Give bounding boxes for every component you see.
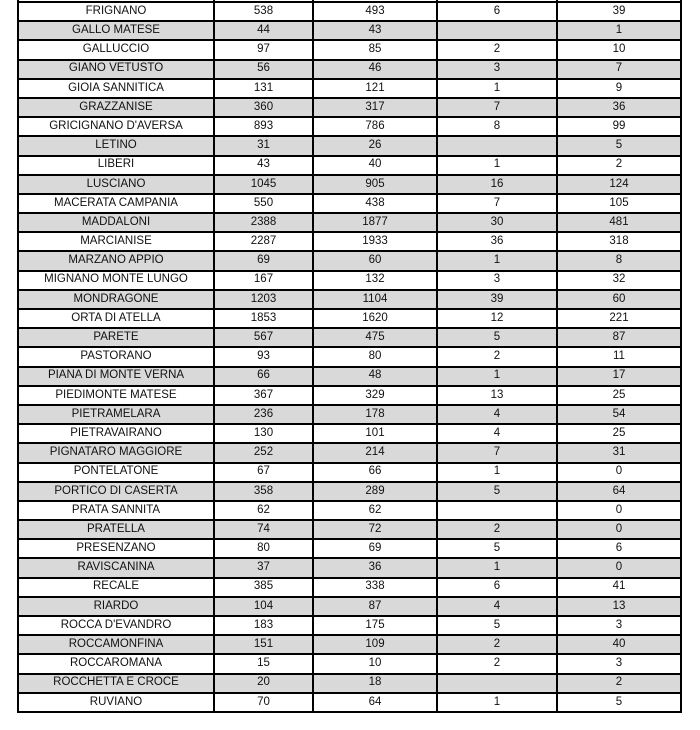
value-cell: 786 — [313, 117, 437, 136]
table-row — [18, 578, 681, 597]
municipality-cell: GRAZZANISE — [18, 98, 214, 117]
table-row — [18, 386, 681, 405]
municipality-cell: LETINO — [18, 136, 214, 155]
municipality-cell: GIANO VETUSTO — [18, 60, 214, 79]
table-row — [18, 271, 681, 290]
table-row — [18, 654, 681, 673]
value-cell: 9 — [557, 79, 681, 98]
value-cell: 132 — [313, 271, 437, 290]
municipality-cell: PRATA SANNITA — [18, 501, 214, 520]
value-cell: 151 — [214, 635, 313, 654]
value-cell: 0 — [557, 558, 681, 577]
municipality-cell: PASTORANO — [18, 347, 214, 366]
value-cell: 2 — [437, 520, 557, 539]
value-cell: 493 — [313, 2, 437, 21]
value-cell: 183 — [214, 616, 313, 635]
value-cell: 87 — [557, 328, 681, 347]
table-row — [18, 635, 681, 654]
value-cell: 1933 — [313, 232, 437, 251]
value-cell: 1 — [437, 558, 557, 577]
value-cell: 30 — [437, 213, 557, 232]
municipality-cell: GRICIGNANO D'AVERSA — [18, 117, 214, 136]
municipality-cell: MACERATA CAMPANIA — [18, 194, 214, 213]
municipality-cell: RIARDO — [18, 597, 214, 616]
value-cell: 252 — [214, 443, 313, 462]
municipality-cell: MARCIANISE — [18, 232, 214, 251]
value-cell: 25 — [557, 424, 681, 443]
municipality-cell: ORTA DI ATELLA — [18, 309, 214, 328]
value-cell: 62 — [313, 501, 437, 520]
value-cell: 26 — [313, 136, 437, 155]
value-cell: 2388 — [214, 213, 313, 232]
municipality-cell: PONTELATONE — [18, 463, 214, 482]
table-row — [18, 2, 681, 21]
value-cell: 1 — [437, 251, 557, 270]
value-cell: 5 — [557, 693, 681, 712]
value-cell: 12 — [437, 309, 557, 328]
value-cell: 2 — [437, 347, 557, 366]
value-cell — [437, 21, 557, 40]
table-row — [18, 539, 681, 558]
value-cell: 130 — [214, 424, 313, 443]
value-cell: 131 — [214, 79, 313, 98]
value-cell: 80 — [214, 539, 313, 558]
value-cell: 72 — [313, 520, 437, 539]
municipality-cell: RECALE — [18, 578, 214, 597]
value-cell: 893 — [214, 117, 313, 136]
value-cell: 17 — [557, 367, 681, 386]
value-cell: 60 — [313, 251, 437, 270]
table-row — [18, 40, 681, 59]
value-cell: 7 — [437, 443, 557, 462]
value-cell: 214 — [313, 443, 437, 462]
value-cell: 74 — [214, 520, 313, 539]
value-cell: 40 — [557, 635, 681, 654]
value-cell: 3 — [557, 654, 681, 673]
table-row — [18, 290, 681, 309]
value-cell: 7 — [557, 60, 681, 79]
municipality-cell: ROCCAMONFINA — [18, 635, 214, 654]
value-cell: 10 — [557, 40, 681, 59]
table-row — [18, 482, 681, 501]
municipality-cell: MIGNANO MONTE LUNGO — [18, 271, 214, 290]
value-cell: 87 — [313, 597, 437, 616]
value-cell: 101 — [313, 424, 437, 443]
municipality-cell: GALLO MATESE — [18, 21, 214, 40]
table-row — [18, 213, 681, 232]
value-cell: 1 — [437, 79, 557, 98]
table-row — [18, 232, 681, 251]
value-cell: 1620 — [313, 309, 437, 328]
value-cell: 66 — [313, 463, 437, 482]
value-cell: 329 — [313, 386, 437, 405]
value-cell: 5 — [437, 328, 557, 347]
value-cell: 2287 — [214, 232, 313, 251]
municipality-cell: PRESENZANO — [18, 539, 214, 558]
municipality-cell: ROCCHETTA E CROCE — [18, 674, 214, 693]
value-cell: 5 — [437, 482, 557, 501]
value-cell: 0 — [557, 520, 681, 539]
value-cell: 36 — [313, 558, 437, 577]
value-cell — [437, 501, 557, 520]
value-cell: 1 — [437, 156, 557, 175]
value-cell: 20 — [214, 674, 313, 693]
value-cell: 385 — [214, 578, 313, 597]
value-cell: 25 — [557, 386, 681, 405]
value-cell: 66 — [214, 367, 313, 386]
value-cell: 56 — [214, 60, 313, 79]
table-row — [18, 328, 681, 347]
value-cell: 475 — [313, 328, 437, 347]
municipality-cell: FRIGNANO — [18, 2, 214, 21]
value-cell: 317 — [313, 98, 437, 117]
value-cell: 41 — [557, 578, 681, 597]
value-cell: 7 — [437, 194, 557, 213]
table-row — [18, 443, 681, 462]
value-cell: 4 — [437, 424, 557, 443]
value-cell: 13 — [557, 597, 681, 616]
table-row — [18, 367, 681, 386]
value-cell: 31 — [557, 443, 681, 462]
table-row — [18, 405, 681, 424]
value-cell: 289 — [313, 482, 437, 501]
table-row — [18, 674, 681, 693]
value-cell: 438 — [313, 194, 437, 213]
value-cell: 62 — [214, 501, 313, 520]
value-cell: 36 — [557, 98, 681, 117]
table-row — [18, 175, 681, 194]
value-cell: 6 — [437, 578, 557, 597]
value-cell: 3 — [557, 616, 681, 635]
table-row — [18, 424, 681, 443]
municipality-cell: PARETE — [18, 328, 214, 347]
municipality-cell: MARZANO APPIO — [18, 251, 214, 270]
value-cell: 64 — [313, 693, 437, 712]
table-row — [18, 309, 681, 328]
value-cell: 36 — [437, 232, 557, 251]
table-body — [18, 0, 681, 712]
table-row — [18, 156, 681, 175]
table-row — [18, 60, 681, 79]
value-cell: 1 — [437, 367, 557, 386]
table-row — [18, 501, 681, 520]
municipality-cell: MADDALONI — [18, 213, 214, 232]
municipality-cell: PIEDIMONTE MATESE — [18, 386, 214, 405]
municipality-cell: MONDRAGONE — [18, 290, 214, 309]
municipality-cell: PIANA DI MONTE VERNA — [18, 367, 214, 386]
value-cell: 69 — [313, 539, 437, 558]
value-cell: 1 — [437, 463, 557, 482]
value-cell: 567 — [214, 328, 313, 347]
value-cell: 178 — [313, 405, 437, 424]
value-cell: 1 — [437, 693, 557, 712]
value-cell: 46 — [313, 60, 437, 79]
value-cell: 6 — [557, 539, 681, 558]
value-cell: 1203 — [214, 290, 313, 309]
value-cell: 538 — [214, 2, 313, 21]
table-row — [18, 347, 681, 366]
value-cell — [437, 674, 557, 693]
value-cell: 37 — [214, 558, 313, 577]
value-cell: 40 — [313, 156, 437, 175]
value-cell: 221 — [557, 309, 681, 328]
value-cell: 1045 — [214, 175, 313, 194]
value-cell: 18 — [313, 674, 437, 693]
table-row — [18, 616, 681, 635]
value-cell: 4 — [437, 405, 557, 424]
value-cell: 105 — [557, 194, 681, 213]
value-cell: 7 — [437, 98, 557, 117]
table-row — [18, 21, 681, 40]
value-cell: 338 — [313, 578, 437, 597]
value-cell: 93 — [214, 347, 313, 366]
table-row — [18, 251, 681, 270]
value-cell: 109 — [313, 635, 437, 654]
municipality-cell: GIOIA SANNITICA — [18, 79, 214, 98]
value-cell: 32 — [557, 271, 681, 290]
value-cell: 43 — [313, 21, 437, 40]
value-cell: 3 — [437, 60, 557, 79]
value-cell: 2 — [557, 156, 681, 175]
value-cell: 8 — [557, 251, 681, 270]
value-cell: 905 — [313, 175, 437, 194]
municipality-cell: LIBERI — [18, 156, 214, 175]
municipality-cell: GALLUCCIO — [18, 40, 214, 59]
value-cell: 16 — [437, 175, 557, 194]
table-row — [18, 98, 681, 117]
municipality-cell: ROCCAROMANA — [18, 654, 214, 673]
municipality-cell: LUSCIANO — [18, 175, 214, 194]
value-cell: 43 — [214, 156, 313, 175]
value-cell: 5 — [557, 136, 681, 155]
value-cell: 367 — [214, 386, 313, 405]
table-row — [18, 79, 681, 98]
value-cell: 4 — [437, 597, 557, 616]
value-cell: 97 — [214, 40, 313, 59]
value-cell: 318 — [557, 232, 681, 251]
value-cell: 0 — [557, 501, 681, 520]
table-row — [18, 520, 681, 539]
value-cell: 121 — [313, 79, 437, 98]
value-cell: 48 — [313, 367, 437, 386]
table-row — [18, 463, 681, 482]
value-cell: 13 — [437, 386, 557, 405]
municipality-cell: PIGNATARO MAGGIORE — [18, 443, 214, 462]
value-cell: 39 — [437, 290, 557, 309]
municipality-cell: PORTICO DI CASERTA — [18, 482, 214, 501]
value-cell: 6 — [437, 2, 557, 21]
value-cell: 236 — [214, 405, 313, 424]
value-cell: 85 — [313, 40, 437, 59]
value-cell: 54 — [557, 405, 681, 424]
value-cell: 358 — [214, 482, 313, 501]
value-cell: 31 — [214, 136, 313, 155]
municipality-cell: PIETRAMELARA — [18, 405, 214, 424]
value-cell: 2 — [437, 40, 557, 59]
municipality-cell: RAVISCANINA — [18, 558, 214, 577]
value-cell — [437, 136, 557, 155]
value-cell: 44 — [214, 21, 313, 40]
value-cell: 1877 — [313, 213, 437, 232]
value-cell: 550 — [214, 194, 313, 213]
value-cell: 1104 — [313, 290, 437, 309]
value-cell: 70 — [214, 693, 313, 712]
value-cell: 39 — [557, 2, 681, 21]
value-cell: 175 — [313, 616, 437, 635]
value-cell: 8 — [437, 117, 557, 136]
table-row — [18, 597, 681, 616]
value-cell: 99 — [557, 117, 681, 136]
value-cell: 2 — [437, 635, 557, 654]
table-row — [18, 693, 681, 712]
value-cell: 104 — [214, 597, 313, 616]
value-cell: 481 — [557, 213, 681, 232]
municipality-cell: PIETRAVAIRANO — [18, 424, 214, 443]
municipality-cell: RUVIANO — [18, 693, 214, 712]
value-cell: 360 — [214, 98, 313, 117]
value-cell: 10 — [313, 654, 437, 673]
value-cell: 64 — [557, 482, 681, 501]
value-cell: 80 — [313, 347, 437, 366]
municipality-cell: ROCCA D'EVANDRO — [18, 616, 214, 635]
value-cell: 67 — [214, 463, 313, 482]
value-cell: 2 — [557, 674, 681, 693]
table-row — [18, 117, 681, 136]
municipality-cell: PRATELLA — [18, 520, 214, 539]
value-cell: 5 — [437, 616, 557, 635]
value-cell: 167 — [214, 271, 313, 290]
table-row — [18, 194, 681, 213]
municipality-table — [17, 0, 682, 713]
value-cell: 124 — [557, 175, 681, 194]
value-cell: 1 — [557, 21, 681, 40]
table-row — [18, 558, 681, 577]
value-cell: 11 — [557, 347, 681, 366]
value-cell: 0 — [557, 463, 681, 482]
value-cell: 15 — [214, 654, 313, 673]
value-cell: 5 — [437, 539, 557, 558]
value-cell: 60 — [557, 290, 681, 309]
table-row — [18, 136, 681, 155]
value-cell: 1853 — [214, 309, 313, 328]
value-cell: 3 — [437, 271, 557, 290]
value-cell: 2 — [437, 654, 557, 673]
value-cell: 69 — [214, 251, 313, 270]
